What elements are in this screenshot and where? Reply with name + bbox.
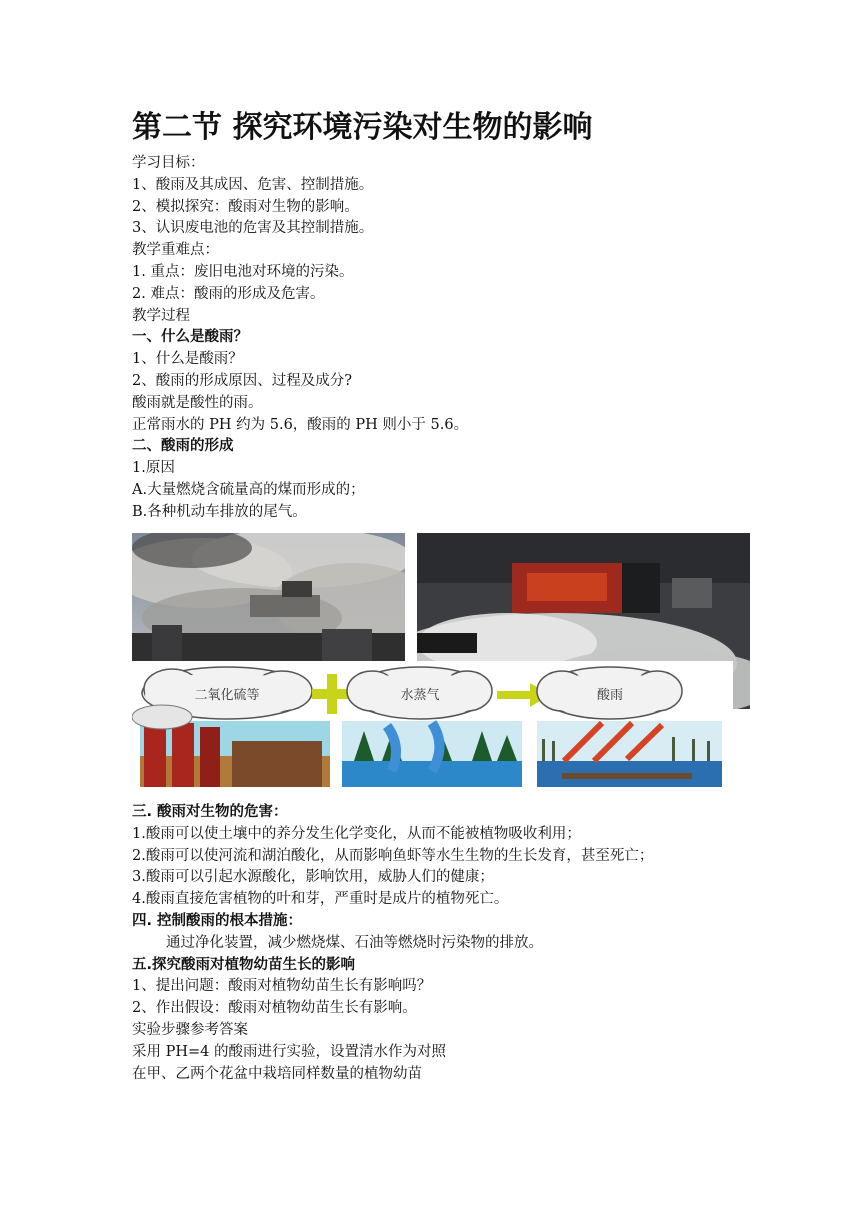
section3-line: 3.酸雨可以引起水源酸化，影响饮用，威胁人们的健康； (132, 869, 494, 886)
section3-line: 1.酸雨可以使土壤中的养分发生化学变化，从而不能被植物吸收利用； (132, 825, 581, 842)
cloud3-label: 酸雨 (596, 688, 624, 703)
coal-smoke-photo (132, 533, 405, 663)
page-title: 第二节 探究环境污染对生物的影响 (132, 110, 593, 145)
section2-line: B.各种机动车排放的尾气。 (132, 503, 307, 520)
document-body (132, 108, 772, 524)
section4-text: 通过净化装置，减少燃烧煤、石油等燃烧时污染物的排放。 (166, 934, 543, 951)
section3-heading: 三. 酸雨对生物的危害： (132, 804, 288, 820)
objective-item: 3、认识废电池的危害及其控制措施。 (132, 220, 374, 237)
figures-area (132, 533, 750, 793)
section1-line: 1、什么是酸雨？ (132, 351, 243, 368)
section5-line: 实验步骤参考答案 (132, 1021, 248, 1038)
cloud1-label: 二氧化硫等 (194, 688, 260, 703)
section5-heading: 五.探究酸雨对植物幼苗生长的影响 (132, 956, 356, 973)
section1-line: 酸雨就是酸性的雨。 (132, 394, 263, 411)
section1-line: 正常雨水的 PH 约为 5.6，酸雨的 PH 则小于 5.6。 (132, 416, 469, 433)
section3-line: 2.酸雨可以使河流和湖泊酸化，从而影响鱼虾等水生生物的生长发育，甚至死亡； (132, 847, 654, 864)
document-body-continued (132, 802, 772, 1085)
section1-heading: 一、什么是酸雨？ (132, 329, 248, 346)
section5-line: 2、作出假设：酸雨对植物幼苗生长有影响。 (132, 1000, 417, 1017)
cloud2-label: 水蒸气 (400, 688, 440, 703)
section5-line: 采用 PH=4 的酸雨进行实验，设置清水作为对照 (132, 1043, 446, 1060)
key-point-item: 1. 重点：废旧电池对环境的污染。 (132, 263, 354, 280)
section2-line: A.大量燃烧含硫量高的煤而形成的； (132, 481, 365, 498)
key-points-heading: 教学重难点： (132, 242, 219, 259)
section3-line: 4.酸雨直接危害植物的叶和芽，严重时是成片的植物死亡。 (132, 891, 509, 908)
key-point-item: 2. 难点：酸雨的形成及危害。 (132, 285, 325, 302)
objective-item: 2、模拟探究：酸雨对生物的影响。 (132, 198, 359, 215)
arrow-icon (497, 691, 532, 699)
section2-line: 1.原因 (132, 460, 175, 477)
section5-line: 在甲、乙两个花盆中栽培同样数量的植物幼苗 (132, 1065, 422, 1082)
section2-heading: 二、酸雨的形成 (132, 438, 234, 455)
acid-rain-formation-diagram (132, 661, 733, 789)
section5-line: 1、提出问题：酸雨对植物幼苗生长有影响吗？ (132, 978, 432, 995)
objectives-heading: 学习目标： (132, 155, 205, 171)
section4-heading: 四. 控制酸雨的根本措施： (132, 912, 303, 929)
process-heading: 教学过程 (132, 307, 190, 324)
section1-line: 2、酸雨的形成原因、过程及成分? (132, 372, 352, 389)
objective-item: 1、酸雨及其成因、危害、控制措施。 (132, 176, 374, 193)
